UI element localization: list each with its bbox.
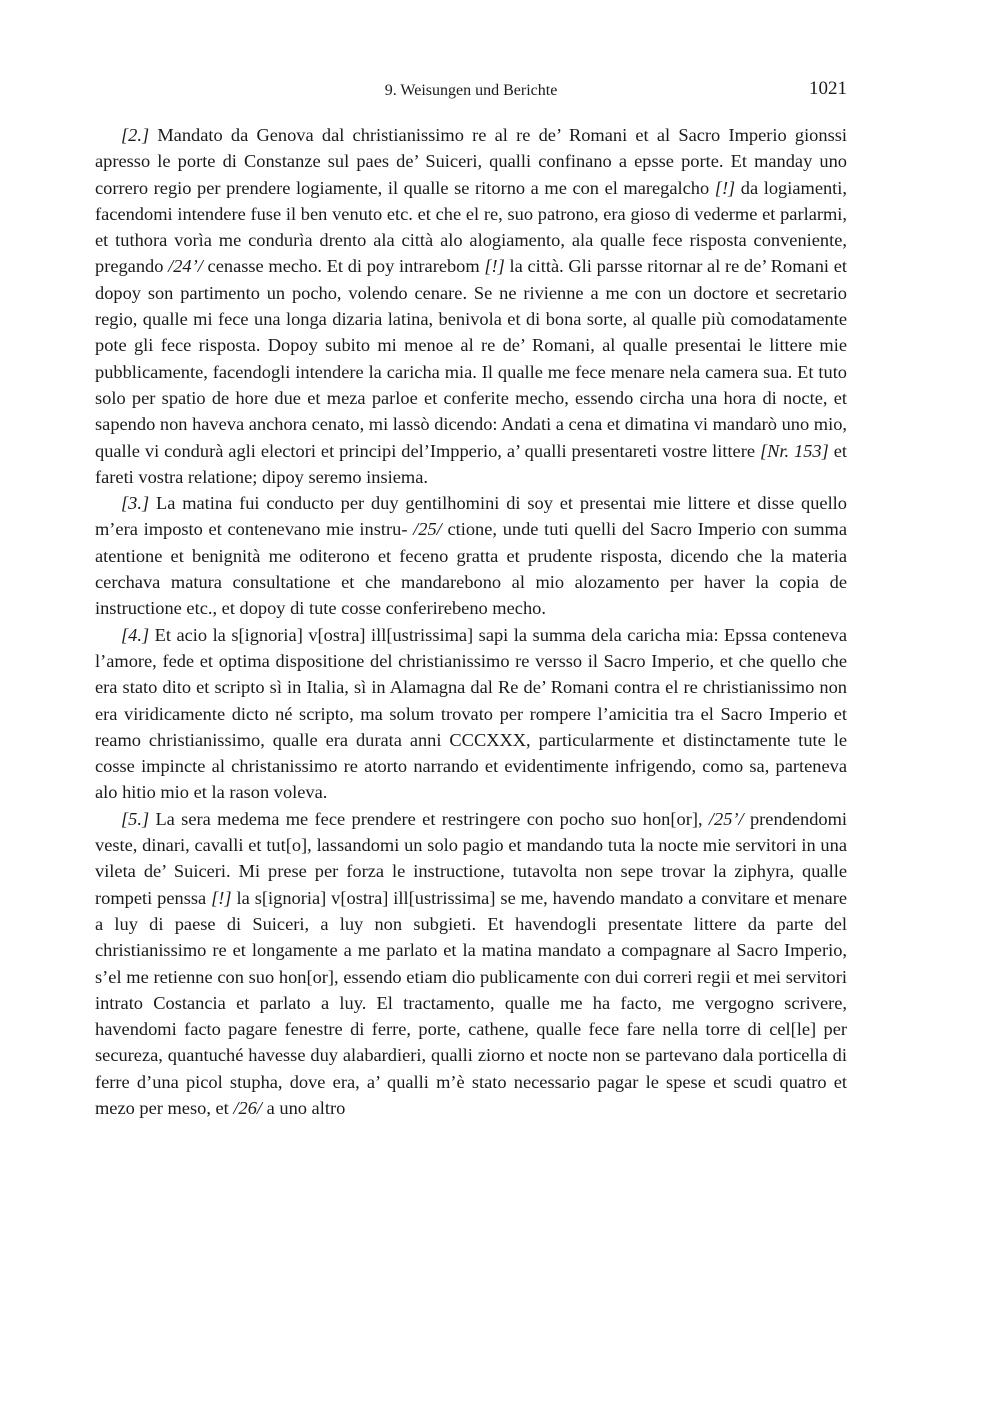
paragraph-number: [2.] (121, 125, 150, 145)
running-title: 9. Weisungen und Berichte (384, 82, 558, 99)
editorial-mark: /26/ (233, 1097, 263, 1118)
document-page (95, 76, 847, 1121)
paragraph-2 (95, 122, 847, 490)
paragraph-5 (95, 806, 847, 1122)
body-text (95, 122, 847, 1121)
running-header (95, 76, 847, 108)
paragraph-text: cenasse mecho. Et di poy intrarebom (202, 256, 485, 277)
editorial-mark: [Nr. 153] (759, 440, 829, 461)
editorial-mark: /25’/ (708, 808, 744, 829)
page-number: 1021 (809, 78, 847, 99)
paragraph-text: a uno altro (262, 1097, 346, 1118)
paragraph-text: La matina fui conducto per duy gentilhomini di soy et presentai mie littere et disse quello m’era imposto et contenevano mie instru- (95, 493, 847, 540)
editorial-mark: [!] (211, 887, 232, 908)
paragraph-3 (95, 490, 847, 621)
paragraph-text: la s[ignoria] v[ostra] ill[ustrissima] se me, havendo mandato a convitare et menare a luy di paese di Suiceri, a luy non subgieti. Et havendogli presentate littere da parte del christianissimo re et longamente a me parlato et la matina mandato a compagnare al Sacro Imperio, s’el me retienne con suo hon[or], essendo etiam dio publicamente con dui correri regii et mei servitori intrato Costancia et parlato a luy. El tractamento, qualle me ha facto, me vergogno scrivere, havendomi facto pagare fenestre di ferre, porte, cathene, qualle fece fare nella torre di cel[le] per secureza, quantuché havesse duy alabardieri, qualli ziorno et nocte non se partevano dala porticella di ferre d’una picol stupha, dove era, a’ qualli m’è stato necessario pagar le spese et scudi quatro et mezo per meso, et (95, 887, 847, 1118)
editorial-mark: [!] (484, 256, 505, 277)
paragraph-text: Et acio la s[ignoria] v[ostra] ill[ustrissima] sapi la summa dela caricha mia: Epssa conteneva l’amore, fede et optima dispositione del christianissimo re versso il Sacro Imperio, et che quello che era stato dito et scripto sì in Italia, sì in Alamagna dal Re de’ Romani contra el re christianissimo non era viridicamente dicto né scripto, ma solum trovato per rompere l’amicitia tra el Sacro Imperio et reamo christianissimo, qualle era durata anni CCCXXX, particularmente et distinctamente tute le cosse impincte al christanissimo re atorto narrando et evidentimente infrigendo, como sa, parteneva alo hitio mio et la rason voleva. (95, 624, 847, 803)
paragraph-number: [5.] (121, 808, 150, 829)
editorial-mark: /24’/ (168, 256, 203, 277)
paragraph-text: prendendomi veste, dinari, cavalli et tut[o], lassandomi un solo pagio et mandando tuta la nocte mie servitori in una vileta de’ Suiceri. Mi prese per forza le instructione, tutavolta non sepe trovar la ziphyra, qualle rompeti penssa (95, 808, 847, 908)
paragraph-text: la città. Gli parsse ritornar al re de’ Romani et dopoy son partimento un pocho, volendo cenare. Se ne rivienne a me con un doctore et secretario regio, qualle mi fece una longa dizaria latina, benivola et di bona sorte, al qualle più comodatamente pote gli fece risposta. Dopoy subito mi menoe al re de’ Romani, al qualle presentai le littere mie pubblicamente, facendogli intendere la caricha mia. Il qualle me fece menare nela camera sua. Et tuto solo per spatio de hore due et meza parloe et conferite mecho, essendo circha una hora di nocte, et sapendo non haveva anchora cenato, mi lassò dicendo: Andati a cena et dimatina vi mandarò uno mio, qualle vi condurà agli electori et principi del’Impperio, a’ qualli presentareti vostre littere (95, 256, 847, 461)
paragraph-text: ctione, unde tuti quelli del Sacro Imperio con summa atentione et benignità me oditerono et feceno gratta et prudente risposta, dicendo che la materia cerchava matura consultatione et che mandarebono al mio alozamento per haver la copia de instructione etc., et dopoy di tute cosse conferirebeno mecho. (95, 519, 847, 619)
editorial-mark: [!] (714, 177, 736, 198)
editorial-mark: /25/ (413, 519, 442, 540)
paragraph-text: da logiamenti, facendomi intendere fuse il ben venuto etc. et che el re, suo patrono, era gioso di vederme et parlarmi, et tuthora vorìa me condurìa drento ala città alo alogiamento, ala qualle fece risposta conveniente, pregando (95, 177, 847, 277)
paragraph-number: [3.] (121, 493, 150, 514)
paragraph-text: Mandato da Genova dal christianissimo re al re de’ Romani et al Sacro Imperio gionssi apresso le porte di Constanze sul paes de’ Suiceri, qualli confinano a epsse porte. Et manday uno correro regio per prendere logiamente, il qualle se ritorno a me con el maregalcho (95, 125, 847, 198)
paragraph-text: La sera medema me fece prendere et restringere con pocho suo hon[or], (149, 808, 709, 829)
paragraph-text: et fareti vostra relatione; dipoy seremo insiema. (95, 440, 847, 487)
paragraph-4 (95, 622, 847, 806)
paragraph-number: [4.] (121, 624, 150, 645)
